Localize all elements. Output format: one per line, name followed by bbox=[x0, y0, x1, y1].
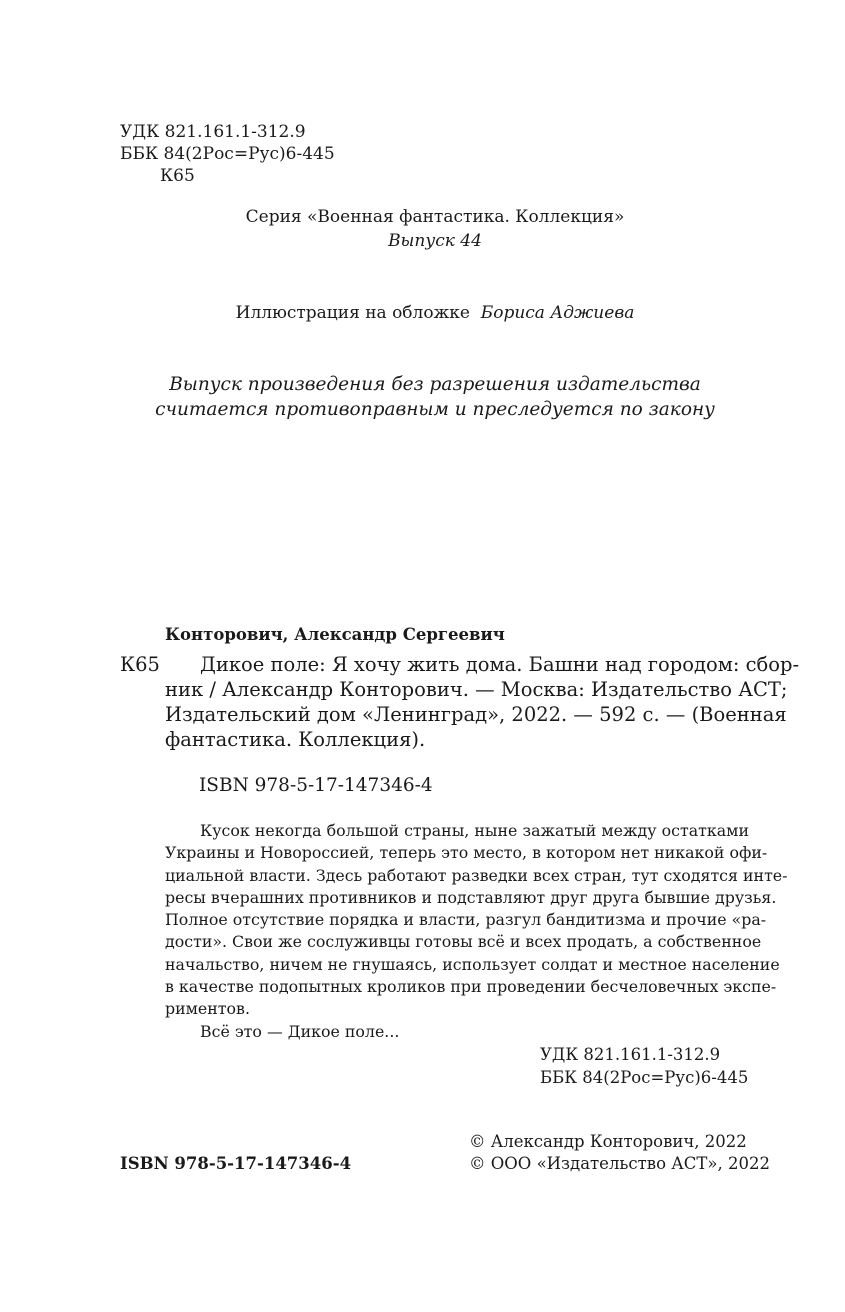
warning-line: считается противоправным и преследуется по закону bbox=[155, 399, 715, 420]
annotation-line: риментов. bbox=[165, 999, 250, 1019]
annotation-line: дости». Свои же сослуживцы готовы всё и всех продать, а собственное bbox=[165, 932, 762, 952]
footer-isbn: ISBN 978-5-17-147346-4 bbox=[120, 1154, 352, 1173]
bib-line: ник / Александр Конторович. — Москва: Издательство АСТ; bbox=[165, 678, 788, 701]
series-issue: Выпуск 44 bbox=[388, 231, 482, 251]
annotation-line: Кусок некогда большой страны, ныне зажатый между остатками bbox=[200, 821, 749, 840]
warning-line: Выпуск произведения без разрешения издательства bbox=[169, 374, 701, 395]
illustration-label: Иллюстрация на обложке bbox=[235, 303, 470, 323]
illustration-artist: Бориса Аджиева bbox=[480, 303, 635, 323]
bib-line: фантастика. Коллекция). bbox=[165, 728, 426, 751]
annotation bbox=[165, 820, 788, 1043]
udk-code: УДК 821.161.1-312.9 bbox=[540, 1045, 721, 1064]
copyright-publisher: © ООО «Издательство АСТ», 2022 bbox=[469, 1154, 770, 1173]
udk-code: УДК 821.161.1-312.9 bbox=[120, 122, 306, 142]
bbk-code: ББК 84(2Рос=Рус)6-445 bbox=[120, 144, 335, 164]
copyright-author: © Александр Конторович, 2022 bbox=[469, 1132, 747, 1151]
annotation-line: в качестве подопытных кроликов при проведении бесчеловечных экспе- bbox=[165, 977, 777, 997]
annotation-closing: Всё это — Дикое поле... bbox=[200, 1021, 400, 1041]
annotation-line: циальной власти. Здесь работают разведки всех стран, тут сходятся инте- bbox=[165, 865, 788, 885]
bib-line: Дикое поле: Я хочу жить дома. Башни над городом: сбор- bbox=[200, 653, 800, 676]
bib-author: Конторович, Александр Сергеевич bbox=[165, 625, 505, 644]
classification-block-top bbox=[120, 121, 335, 187]
series-title: Серия «Военная фантастика. Коллекция» bbox=[245, 207, 625, 227]
author-sign-code: К65 bbox=[160, 166, 195, 186]
bib-code: К65 bbox=[120, 653, 160, 676]
bib-isbn: ISBN 978-5-17-147346-4 bbox=[199, 775, 433, 796]
bib-line: Издательский дом «Ленинград», 2022. — 592 с. — (Военная bbox=[165, 703, 787, 726]
classification-block-bottom bbox=[540, 1043, 748, 1089]
series-block bbox=[170, 206, 700, 252]
bib-description bbox=[165, 652, 800, 752]
annotation-line: ресы вчерашних противников и подставляют друг друга бывшие друзья. bbox=[165, 887, 777, 907]
annotation-line: Украины и Новороссией, теперь это место, в котором нет никакой офи- bbox=[165, 843, 768, 863]
annotation-line: начальство, ничем не гнушаясь, использует солдат и местное население bbox=[165, 954, 780, 974]
annotation-line: Полное отсутствие порядка и власти, разгул бандитизма и прочие «ра- bbox=[165, 910, 767, 930]
illustration-credit bbox=[170, 302, 700, 324]
copyright-warning bbox=[120, 372, 750, 422]
bbk-code: ББК 84(2Рос=Рус)6-445 bbox=[540, 1068, 749, 1087]
copyright-block bbox=[469, 1131, 770, 1175]
